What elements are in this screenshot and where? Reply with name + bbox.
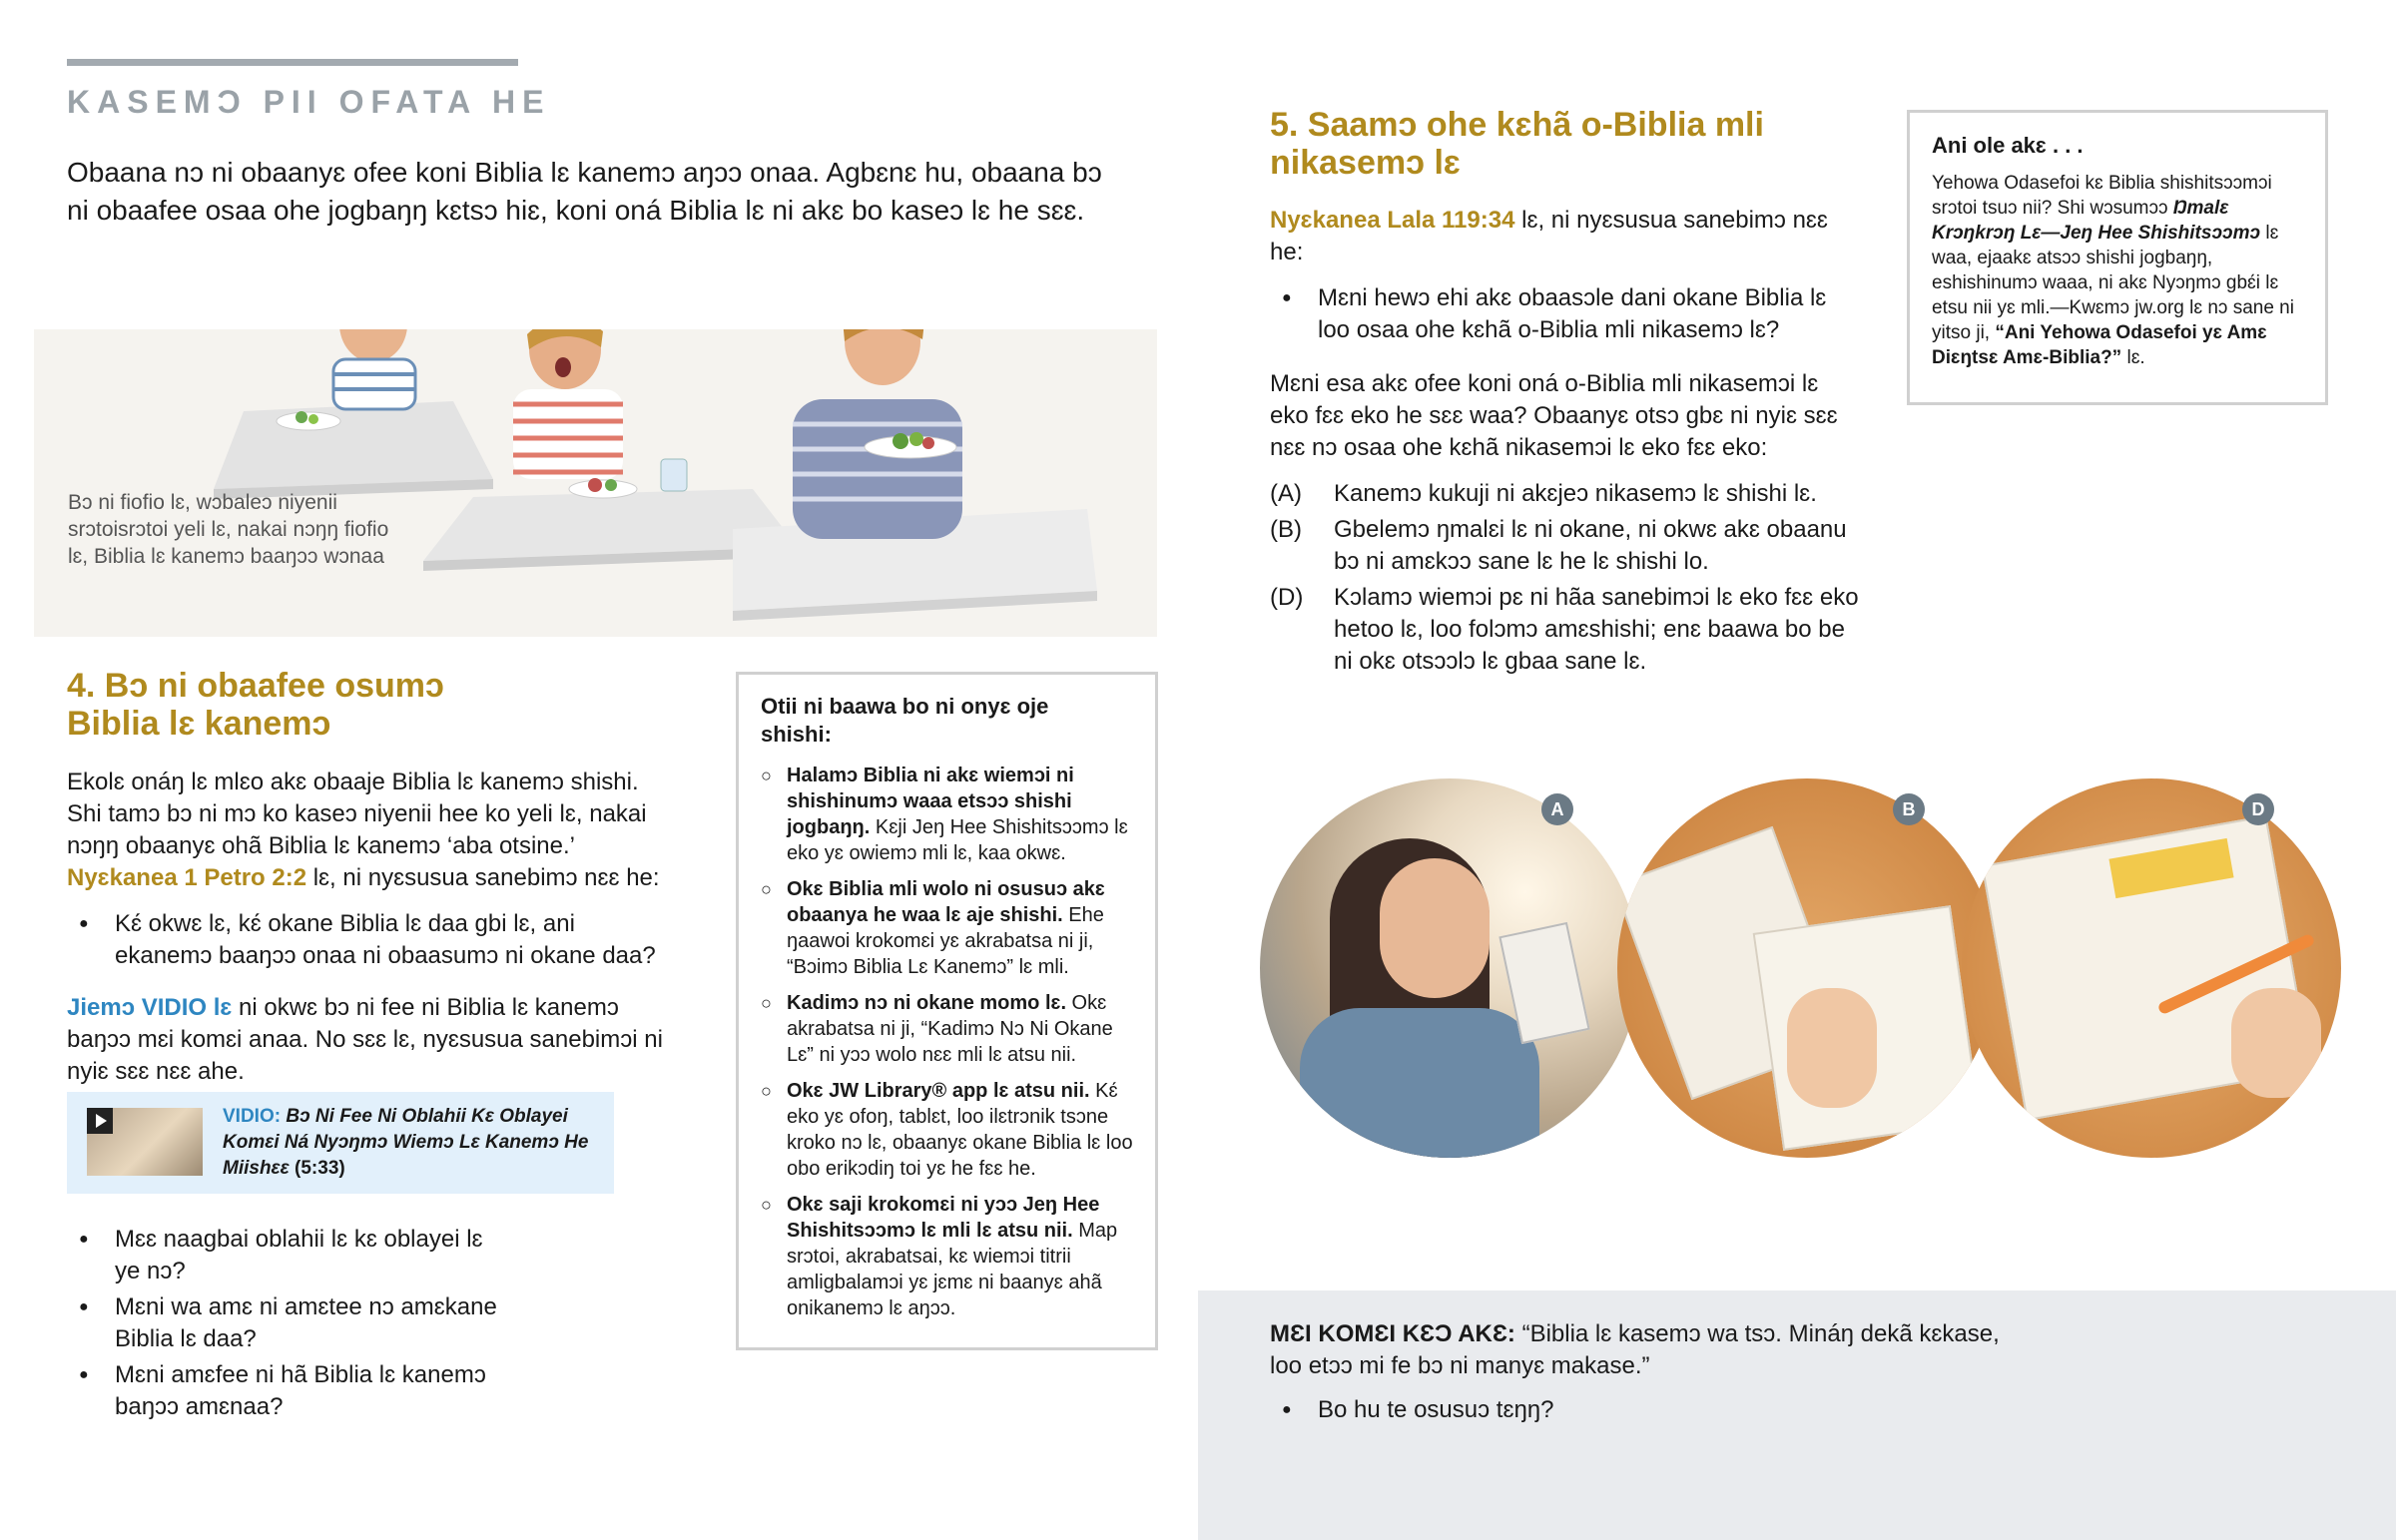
section-4-text: Ekolɛ onáŋ lɛ mlɛo akɛ obaaje Biblia lɛ kanemɔ shishi. Shi tamɔ bɔ ni mɔ ko kaseɔ niyenii hee ko yeli lɛ, nakai nɔŋŋ obaanyɛ ohã Biblia lɛ kanemɔ ‘aba otsine.’	[67, 769, 647, 859]
video-label: VIDIO:	[223, 1106, 282, 1127]
play-icon[interactable]	[87, 1108, 113, 1134]
video-paragraph-text: ni okwɛ bɔ ni fee ni Biblia lɛ kanemɔ baŋɔɔ mɛi komɛi anaa. No sɛɛ lɛ, nyɛsusua sanebimɔi ni nyiɛ sɛɛ nɛɛ ahe.	[67, 994, 663, 1085]
section-4-paragraph	[67, 767, 666, 894]
tip-item: ○ Okɛ JW Library® app lɛ atsu nii. Kɛ́ eko yɛ ofoŋ, tablɛt, loo ilɛtrɔnik tsɔne kroko nɔ lɛ, obaanyɛ okane Biblia lɛ loo obo erikɔdiŋ toi yɛ he fɛɛ he.	[761, 1078, 1133, 1182]
photo-a	[1260, 778, 1639, 1158]
scripture-ref-link[interactable]: Nyɛkanea Lala 119:34	[1270, 207, 1515, 234]
tip-item: ○ Okɛ Biblia mli wolo ni osusuɔ akɛ obaanya he waa lɛ aje shishi. Ehe ŋaawoi krokomɛi yɛ akrabatsa ni ji, “Bɔimɔ Biblia Lɛ Kanemɔ” lɛ mli.	[761, 876, 1133, 980]
opinion-questions	[1270, 1394, 2324, 1426]
section-4-text-end: lɛ, ni nyɛsusua sanebimɔ nɛɛ he:	[306, 864, 660, 891]
section-4-questions	[67, 908, 666, 972]
video-duration: (5:33)	[295, 1158, 345, 1179]
photo-badge-a: A	[1541, 793, 1573, 825]
section-5-options	[1270, 478, 1859, 678]
section-5-intro-text: lɛ, ni nyɛsusua sanebimɔ nɛɛ he:	[1270, 207, 1828, 265]
video-caption	[223, 1104, 602, 1182]
option-item: (D) Kɔlamɔ wiemɔi pɛ ni hãa sanebimɔi lɛ eko fɛɛ eko hetoo lɛ, loo folɔmɔ amɛshishi; enɛ baawa bo be ni okɛ otsɔɔlɔ lɛ gbaa sane lɛ.	[1270, 584, 1859, 675]
tips-box	[736, 672, 1158, 1350]
option-item: (A) Kanemɔ kukuji ni akɛjeɔ nikasemɔ lɛ shishi lɛ.	[1270, 480, 1817, 507]
section-5-paragraph: Mɛni esa akɛ ofee koni oná o-Biblia mli nikasemɔi lɛ eko fɛɛ eko he sɛɛ waa? Obaanyɛ otsɔ gbɛ ni nyiɛ sɛɛ nɛɛ nɔ osaa ohe kɛhã nikasemɔi lɛ eko fɛɛ eko:	[1270, 370, 1838, 461]
video-thumbnail[interactable]	[87, 1108, 203, 1176]
section-4-body	[67, 767, 666, 1088]
section-4-heading: 4. Bɔ ni obaafee osumɔ Biblia lɛ kanemɔ	[67, 667, 444, 743]
page-title: KASEMƆ PII OFATA HE	[67, 84, 551, 120]
intro-text: Obaana nɔ ni obaanyɛ ofee koni Biblia lɛ kanemɔ aŋɔɔ onaa. Agbɛnɛ hu, obaana bɔ ni obaafee osaa ohe jogbaŋŋ kɛtsɔ hiɛ, koni oná Biblia lɛ ni akɛ bo kaseɔ lɛ he sɛɛ.	[67, 157, 1102, 226]
question-item: ● Mɛɛ naagbai oblahii lɛ kɛ oblayei lɛ ye nɔ?	[67, 1224, 506, 1287]
aside-title: Ani ole akɛ . . .	[1932, 133, 2084, 158]
video-title[interactable]: Bɔ Ni Fee Ni Oblahii Kɛ Oblayei Komɛi Ná Nyɔŋmɔ Wiemɔ Lɛ Kanemɔ He Miishɛɛ	[223, 1106, 589, 1179]
photo-badge-b: B	[1893, 793, 1925, 825]
opinion-box	[1198, 1290, 2396, 1540]
opinion-label: MƐI KOMƐI KƐƆ AKƐ:	[1270, 1320, 1515, 1347]
food-illustration	[34, 329, 1157, 637]
question-item: ● Bo hu te osusuɔ tɛŋŋ?	[1270, 1394, 2324, 1426]
section-4-video-questions	[67, 1224, 506, 1427]
option-item: (B) Gbelemɔ ŋmalɛi lɛ ni okane, ni okwɛ akɛ obaanu bɔ ni amɛkɔɔ sane lɛ he lɛ shishi lo.	[1270, 516, 1847, 575]
video-paragraph	[67, 992, 666, 1088]
tips-title: Otii ni baawa bo ni onyɛ oje shishi:	[761, 694, 1049, 747]
header-rule	[67, 59, 518, 66]
did-you-know-box	[1907, 110, 2328, 405]
section-5-questions	[1270, 282, 1859, 346]
photo-badge-d: D	[2242, 793, 2274, 825]
video-link[interactable]: Jiemɔ VIDIO lɛ	[67, 994, 233, 1021]
section-5-intro	[1270, 205, 1859, 268]
question-item: ● Mɛni amɛfee ni hã Biblia lɛ kanemɔ baŋɔɔ amɛnaa?	[67, 1359, 506, 1423]
tip-item: ○ Kadimɔ nɔ ni okane momo lɛ. Okɛ akrabatsa ni ji, “Kadimɔ Nɔ Ni Okane Lɛ” ni yɔɔ wolo nɛɛ mli lɛ atsu nii.	[761, 990, 1133, 1068]
question-item: ● Mɛni hewɔ ehi akɛ obaasɔle dani okane Biblia lɛ loo osaa ohe kɛhã o-Biblia mli nikasemɔ lɛ?	[1270, 282, 1859, 346]
question-item: ● Kɛ́ okwɛ lɛ, kɛ́ okane Biblia lɛ daa gbi lɛ, ani ekanemɔ baaŋɔɔ onaa ni obaasumɔ ni okane daa?	[67, 908, 666, 972]
photo-d	[1962, 778, 2341, 1158]
tip-item: ○ Okɛ saji krokomɛi ni yɔɔ Jeŋ Hee Shishitsɔɔmɔ lɛ mli lɛ atsu nii. Map srɔtoi, akrabatsai, kɛ wiemɔi titrii amligbalamɔi yɛ jɛmɛ ni baanyɛ ahã onikanemɔ lɛ aŋɔɔ.	[761, 1192, 1133, 1321]
photo-b	[1617, 778, 1997, 1158]
illustration-band	[34, 329, 1157, 637]
opinion-text: “Biblia lɛ kasemɔ wa tsɔ. Mináŋ dekã kɛkase, loo etɔɔ mi fe bɔ ni manyɛ makase.”	[1270, 1320, 2000, 1379]
video-card[interactable]	[67, 1092, 614, 1194]
section-5-body	[1270, 205, 1859, 682]
aside-text: Yehowa Odasefoi kɛ Biblia shishitsɔɔmɔi srɔtoi tsuɔ nii? Shi wɔsumɔɔ Ŋmalɛ Krɔŋkrɔŋ Lɛ—Jeŋ Hee Shishitsɔɔmɔ lɛ waa, ejaakɛ atsɔɔ shishi jogbaŋŋ, eshishinumɔ waaa, ni akɛ Nyɔŋmɔ gbɛ́i lɛ etsu nii yɛ mli.—Kwɛmɔ jw.org lɛ nɔ sane ni yitso ji, “Ani Yehowa Odasefoi yɛ Amɛ Diɛŋtsɛ Amɛ-Biblia?” lɛ.	[1932, 173, 2294, 368]
question-item: ● Mɛni wa amɛ ni amɛtee nɔ amɛkane Biblia lɛ daa?	[67, 1291, 506, 1355]
opinion-quote	[1270, 1318, 2009, 1382]
aside-link[interactable]: “Ani Yehowa Odasefoi yɛ Amɛ Diɛŋtsɛ Amɛ-Biblia?”	[1932, 322, 2267, 368]
tips-list	[761, 763, 1133, 1321]
tip-item: ○ Halamɔ Biblia ni akɛ wiemɔi ni shishinumɔ waaa etsɔɔ shishi jogbaŋŋ. Kɛji Jeŋ Hee Shishitsɔɔmɔ lɛ eko yɛ owiemɔ mli lɛ, kaa okwɛ.	[761, 763, 1133, 866]
section-5-heading: 5. Saamɔ ohe kɛhã o-Biblia mli nikasemɔ lɛ	[1270, 106, 1764, 182]
scripture-ref-link[interactable]: Nyɛkanea 1 Petro 2:2	[67, 864, 307, 891]
illustration-caption: Bɔ ni fiofio lɛ, wɔbaleɔ niyenii srɔtoisrɔtoi yeli lɛ, nakai nɔŋŋ fiofio lɛ, Biblia lɛ kanemɔ baaŋɔɔ wɔnaa	[68, 491, 389, 568]
